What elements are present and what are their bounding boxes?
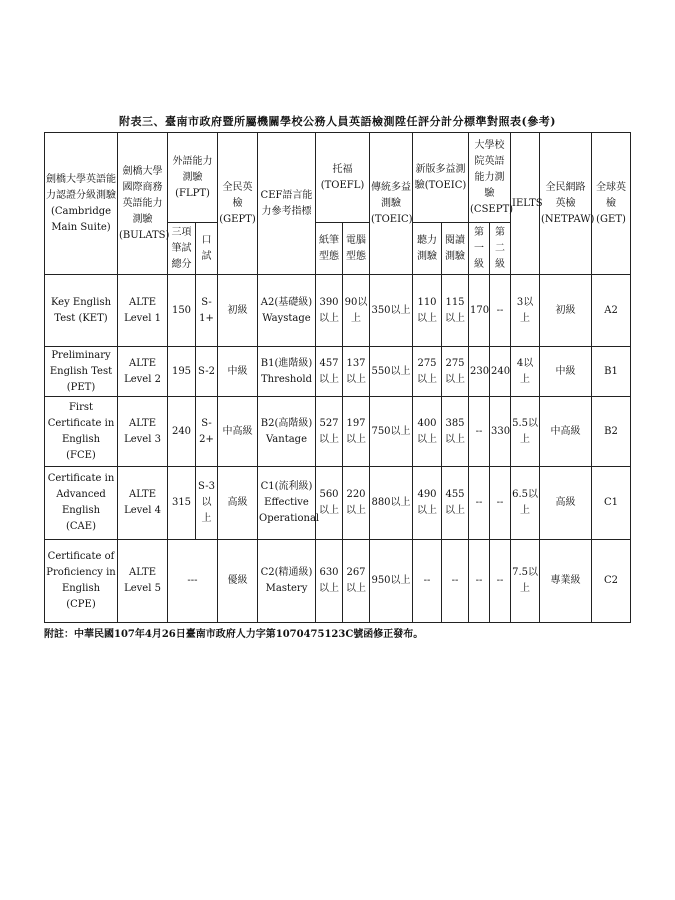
cell-bulats: ALTE Level 3 — [118, 397, 168, 467]
cell-toefl-computer: 197以上 — [343, 397, 370, 467]
header-get: 全球英檢(GET) — [592, 133, 631, 275]
header-new-toeic: 新版多益測驗(TOEIC) — [413, 133, 469, 223]
cell-toeic: 880以上 — [370, 467, 413, 540]
subheader-flpt-total: 三項筆試總分 — [168, 223, 196, 275]
cell-toefl-paper: 560以上 — [316, 467, 343, 540]
cell-toeic-read: 115以上 — [442, 275, 469, 347]
header-row — [45, 133, 631, 223]
subheader-csept-2: 第二級 — [490, 223, 511, 275]
cell-toefl-computer: 267以上 — [343, 540, 370, 623]
subheader-csept-1: 第一級 — [469, 223, 490, 275]
header-gept: 全民英檢(GEPT) — [218, 133, 258, 275]
cell-ielts: 6.5以上 — [511, 467, 540, 540]
cell-toefl-paper: 630以上 — [316, 540, 343, 623]
header-bulats: 劍橋大學國際商務英語能力測驗(BULATS) — [118, 133, 168, 275]
cell-toefl-paper: 390以上 — [316, 275, 343, 347]
cell-netpaw: 高級 — [540, 467, 592, 540]
subheader-flpt-oral: 口試 — [196, 223, 218, 275]
cell-toeic-listen: 110以上 — [413, 275, 442, 347]
header-netpaw: 全民網路英檢(NETPAW) — [540, 133, 592, 275]
cell-gept: 中高級 — [218, 397, 258, 467]
cell-ielts: 7.5以上 — [511, 540, 540, 623]
cell-netpaw: 初級 — [540, 275, 592, 347]
header-csept: 大學校院英語能力測驗(CSEPT) — [469, 133, 511, 223]
cell-netpaw: 中級 — [540, 347, 592, 397]
cell-ielts: 5.5以上 — [511, 397, 540, 467]
subheader-toeic-listen: 聽力測驗 — [413, 223, 442, 275]
subheader-toeic-read: 閱讀測驗 — [442, 223, 469, 275]
cell-bulats: ALTE Level 2 — [118, 347, 168, 397]
cell-toeic: 750以上 — [370, 397, 413, 467]
header-cef: CEF語言能力參考指標 — [258, 133, 316, 275]
table-row — [45, 540, 631, 623]
cell-get: B2 — [592, 397, 631, 467]
cell-netpaw: 專業級 — [540, 540, 592, 623]
cell-toeic: 350以上 — [370, 275, 413, 347]
cell-get: B1 — [592, 347, 631, 397]
table-row — [45, 347, 631, 397]
cell-toeic-listen: -- — [413, 540, 442, 623]
cell-csept-1: -- — [469, 540, 490, 623]
cell-cef: B2(高階級) Vantage — [258, 397, 316, 467]
cell-toefl-computer: 137以上 — [343, 347, 370, 397]
cell-cef: B1(進階級) Threshold — [258, 347, 316, 397]
cell-flpt-oral: S-2 — [196, 347, 218, 397]
cell-gept: 中級 — [218, 347, 258, 397]
page-title: 附表三、臺南市政府暨所屬機關學校公務人員英語檢測陞任評分計分標準對照表(參考) — [119, 115, 556, 128]
header-ielts: IELTS — [511, 133, 540, 275]
cell-netpaw: 中高級 — [540, 397, 592, 467]
cell-flpt-oral: S-3以上 — [196, 467, 218, 540]
table-row — [45, 275, 631, 347]
cell-get: A2 — [592, 275, 631, 347]
cell-toefl-paper: 457以上 — [316, 347, 343, 397]
cell-bulats: ALTE Level 1 — [118, 275, 168, 347]
cell-cambridge: Preliminary English Test (PET) — [45, 347, 118, 397]
cell-toeic-read: 275以上 — [442, 347, 469, 397]
header-flpt: 外語能力測驗(FLPT) — [168, 133, 218, 223]
cell-cef: A2(基礎級) Waystage — [258, 275, 316, 347]
cell-cambridge: Certificate of Proficiency in English (CPE) — [45, 540, 118, 623]
cell-get: C2 — [592, 540, 631, 623]
cell-csept-2: -- — [490, 467, 511, 540]
cell-toeic-listen: 400以上 — [413, 397, 442, 467]
cell-bulats: ALTE Level 5 — [118, 540, 168, 623]
header-cambridge: 劍橋大學英語能力認證分級測驗(Cambridge Main Suite) — [45, 133, 118, 275]
cell-toeic-read: 385以上 — [442, 397, 469, 467]
cell-gept: 初級 — [218, 275, 258, 347]
cell-flpt-total: 150 — [168, 275, 196, 347]
subheader-toefl-computer: 電腦型態 — [343, 223, 370, 275]
cell-toeic: 950以上 — [370, 540, 413, 623]
cell-cef: C1(流利級) Effective Operational — [258, 467, 316, 540]
cell-toefl-computer: 90以上 — [343, 275, 370, 347]
cell-flpt-total: --- — [168, 540, 218, 623]
cell-flpt-total: 195 — [168, 347, 196, 397]
cell-ielts: 3以上 — [511, 275, 540, 347]
cell-toefl-computer: 220以上 — [343, 467, 370, 540]
cell-toeic-read: -- — [442, 540, 469, 623]
cell-toeic-listen: 275以上 — [413, 347, 442, 397]
table-row — [45, 397, 631, 467]
cell-bulats: ALTE Level 4 — [118, 467, 168, 540]
cell-csept-2: -- — [490, 275, 511, 347]
cell-gept: 高級 — [218, 467, 258, 540]
cell-gept: 優級 — [218, 540, 258, 623]
cell-toeic: 550以上 — [370, 347, 413, 397]
table-row — [45, 467, 631, 540]
cell-csept-1: -- — [469, 467, 490, 540]
cell-get: C1 — [592, 467, 631, 540]
cell-flpt-total: 240 — [168, 397, 196, 467]
cell-cambridge: Certificate in Advanced English (CAE) — [45, 467, 118, 540]
cell-csept-1: 230 — [469, 347, 490, 397]
subheader-toefl-paper: 紙筆型態 — [316, 223, 343, 275]
cell-ielts: 4以上 — [511, 347, 540, 397]
cell-flpt-oral: S-1+ — [196, 275, 218, 347]
cell-flpt-total: 315 — [168, 467, 196, 540]
cell-csept-1: 170 — [469, 275, 490, 347]
cell-toefl-paper: 527以上 — [316, 397, 343, 467]
cell-csept-2: 240 — [490, 347, 511, 397]
cell-toeic-listen: 490以上 — [413, 467, 442, 540]
cell-csept-2: 330 — [490, 397, 511, 467]
cell-csept-1: -- — [469, 397, 490, 467]
cell-toeic-read: 455以上 — [442, 467, 469, 540]
header-toefl: 托福(TOEFL) — [316, 133, 370, 223]
score-comparison-table — [44, 132, 631, 623]
cell-flpt-oral: S-2+ — [196, 397, 218, 467]
header-toeic: 傳統多益測驗(TOEIC) — [370, 133, 413, 275]
cell-csept-2: -- — [490, 540, 511, 623]
footnote: 附註：中華民國107年4月26日臺南市政府人力字第1070475123C號函修正發布。 — [44, 629, 424, 640]
cell-cambridge: Key English Test (KET) — [45, 275, 118, 347]
cell-cef: C2(精通級) Mastery — [258, 540, 316, 623]
cell-cambridge: First Certificate in English (FCE) — [45, 397, 118, 467]
